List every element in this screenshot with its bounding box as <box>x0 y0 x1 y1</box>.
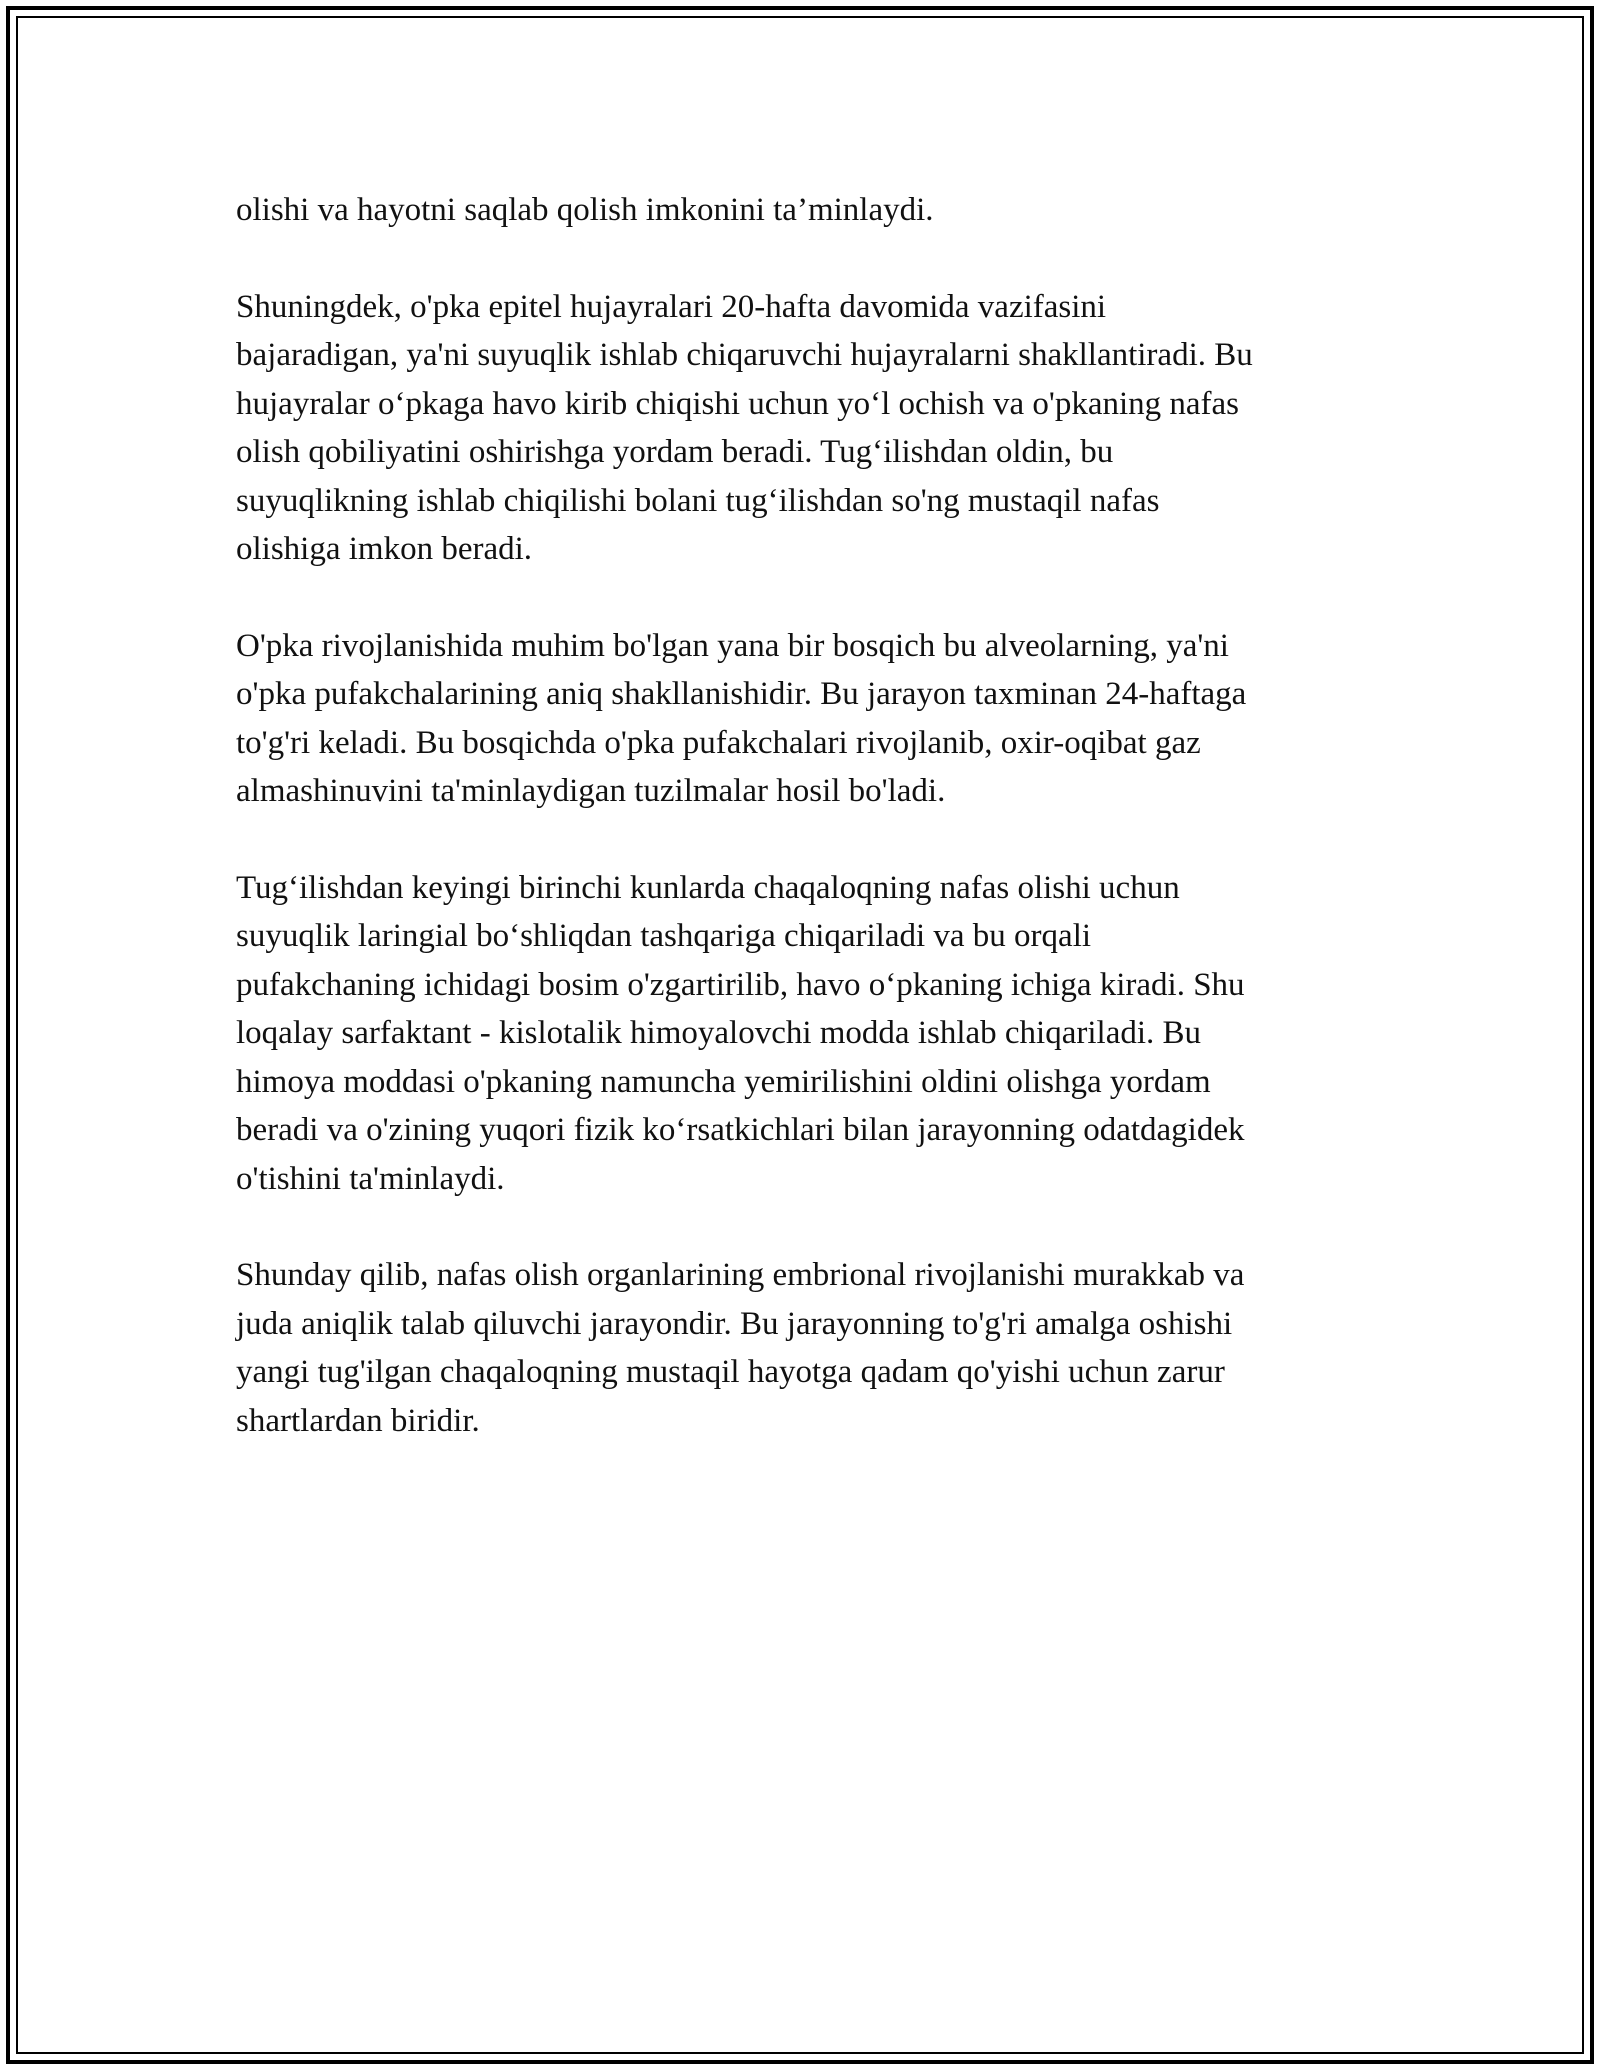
paragraph-alveoli: O'pka rivojlanishida muhim bo'lgan yana bir bosqich bu alveolarning, ya'ni o'pka pufakchalarining aniq shakllanishidir. Bu jarayon taxminan 24-haftaga to'g'ri keladi. Bu bosqichda o'pka pufakchalari rivojlanib, oxir-oqibat gaz almashinuvini ta'minlaydigan tuzilmalar hosil bo'ladi. <box>236 627 1247 809</box>
paragraph-continuation: olishi va hayotni saqlab qolish imkonini ta’minlaydi. <box>236 192 934 228</box>
paragraph-epithelial-cells: Shuningdek, o'pka epitel hujayralari 20-hafta davomida vazifasini bajaradigan, ya'ni suyuqlik ishlab chiqaruvchi hujayralarni shakllantiradi. Bu hujayralar o‘pkaga havo kirib chiqishi uchun yo‘l ochish va o'pkaning nafas olish qobiliyatini oshirishga yordam beradi. Tug‘ilishdan oldin, bu suyuqlikning ishlab chiqilishi bolani tug‘ilishdan so'ng mustaqil nafas olishiga imkon beradi. <box>236 288 1253 567</box>
paragraph-after-birth: Tug‘ilishdan keyingi birinchi kunlarda chaqaloqning nafas olishi uchun suyuqlik laringial bo‘shliqdan tashqariga chiqariladi va bu orqali pufakchaning ichidagi bosim o'zgartirilib, havo o‘pkaning ichiga kiradi. Shu loqalay sarfaktant - kislotalik himoyalovchi modda ishlab chiqariladi. Bu himoya moddasi o'pkaning namuncha yemirilishini oldini olishga yordam beradi va o'zining yuqori fizik ko‘rsatkichlari bilan jarayonning odatdagidek o'tishini ta'minlaydi. <box>236 869 1245 1197</box>
paragraph-conclusion: Shunday qilib, nafas olish organlarining embrional rivojlanishi murakkab va juda aniqlik talab qiluvchi jarayondir. Bu jarayonning to'g'ri amalga oshishi yangi tug'ilgan chaqaloqning mustaqil hayotga qadam qo'yishi uchun zarur shartlardan biridir. <box>236 1257 1245 1439</box>
document-body <box>236 186 1376 1493</box>
